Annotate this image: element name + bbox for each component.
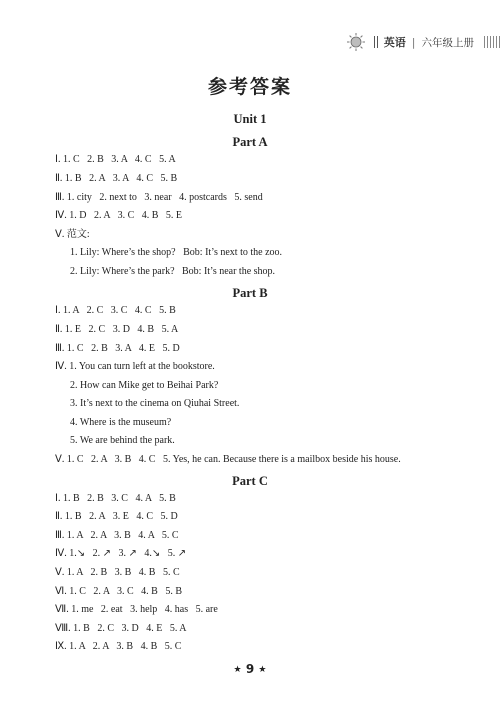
answer-line: Ⅴ. 1. C 2. A 3. B 4. C 5. Yes, he can. Because there is a mailbox beside his house. xyxy=(55,454,401,465)
answer-line: 3. It’s next to the cinema on Qiuhai Street. xyxy=(70,398,240,409)
part-a-title: Part A xyxy=(232,135,268,149)
answer-line: Ⅳ. 1.↘ 2. ↗ 3. ↗ 4.↘ 5. ↗ xyxy=(55,548,187,559)
sun-logo-icon xyxy=(346,32,366,52)
answer-line: 2. How can Mike get to Beihai Park? xyxy=(70,380,219,391)
unit-title: Unit 1 xyxy=(233,112,267,126)
answer-line: Ⅸ. 1. A 2. A 3. B 4. B 5. C xyxy=(55,641,182,652)
star-icon: ★ xyxy=(258,665,267,675)
answer-line: Ⅱ. 1. B 2. A 3. A 4. C 5. B xyxy=(55,173,178,184)
answer-line: Ⅱ. 1. E 2. C 3. D 4. B 5. A xyxy=(55,324,179,335)
answer-line: Ⅲ. 1. A 2. A 3. B 4. A 5. C xyxy=(55,530,179,541)
page-footer xyxy=(0,662,500,676)
answer-line: Ⅲ. 1. city 2. next to 3. near 4. postcards 5. send xyxy=(55,192,263,203)
header-separator: | xyxy=(411,35,416,49)
header-grade: 六年级上册 xyxy=(421,36,474,49)
answer-line: Ⅰ. 1. A 2. C 3. C 4. C 5. B xyxy=(55,305,176,316)
page-header xyxy=(346,32,500,52)
part-b-title: Part B xyxy=(232,286,268,300)
header-bars-right xyxy=(484,36,500,48)
answer-line: 4. Where is the museum? xyxy=(70,417,172,428)
answer-line: Ⅵ. 1. C 2. A 3. C 4. B 5. B xyxy=(55,586,183,597)
part-c-title: Part C xyxy=(232,474,268,488)
page-title: 参考答案 xyxy=(207,76,292,98)
answer-line: Ⅴ. 范文: xyxy=(55,229,90,240)
answer-line: Ⅰ. 1. B 2. B 3. C 4. A 5. B xyxy=(55,493,176,504)
answer-line: Ⅲ. 1. C 2. B 3. A 4. E 5. D xyxy=(55,343,180,354)
answer-line: 1. Lily: Where’s the shop? Bob: It’s next to the zoo. xyxy=(70,247,283,258)
answer-line: Ⅴ. 1. A 2. B 3. B 4. B 5. C xyxy=(55,567,180,578)
header-bars-left xyxy=(374,36,378,48)
answer-line: 5. We are behind the park. xyxy=(70,435,175,446)
answer-line: Ⅰ. 1. C 2. B 3. A 4. C 5. A xyxy=(55,154,176,165)
header-subject: 英语 xyxy=(383,36,406,49)
answer-line: Ⅳ. 1. D 2. A 3. C 4. B 5. E xyxy=(55,210,183,221)
answer-line: Ⅷ. 1. B 2. C 3. D 4. E 5. A xyxy=(55,623,187,634)
answer-line: Ⅶ. 1. me 2. eat 3. help 4. has 5. are xyxy=(55,604,218,615)
answer-line: 2. Lily: Where’s the park? Bob: It’s near the shop. xyxy=(70,266,276,277)
star-icon: ★ xyxy=(233,665,242,675)
page-number: 9 xyxy=(245,662,255,676)
answer-line: Ⅳ. 1. You can turn left at the bookstore. xyxy=(55,361,215,372)
answer-line: Ⅱ. 1. B 2. A 3. E 4. C 5. D xyxy=(55,511,178,522)
